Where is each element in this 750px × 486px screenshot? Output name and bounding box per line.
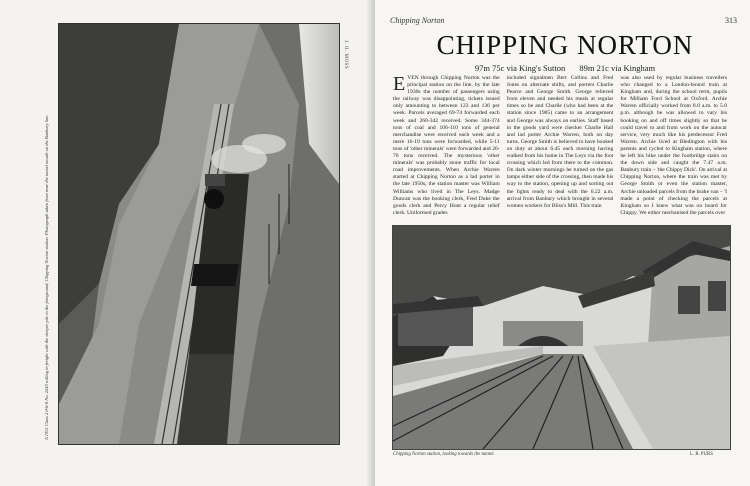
- train-photo: [58, 23, 340, 445]
- text-column-1: [393, 75, 500, 225]
- subtitle-mileage-kingham: 89m 21c via Kingham: [579, 63, 656, 73]
- subtitle-mileage-kings-sutton: 97m 75c via King's Sutton: [474, 63, 566, 73]
- page-subtitle: [395, 63, 735, 73]
- station-photo-image: [393, 226, 730, 449]
- station-photo-credit: L. R. PURS: [690, 452, 713, 457]
- text-column-2: included signalmen Bert Collins and Fred Jones on alternate shifts, and porters Charlie Pearce and George Smith. George relieved from eleven and needed his meals at regular times so he and Charlie (who had been at the station since 1905) came to an arrangement and George was always on earlies. Staff based in the goods yard were checker Charlie Hall and lad porter Archie Warren, both on day turns. George Smith is believed to have booked on duty at about 6.45 each morning having walked from his home in The Leys via the foot crossing which led from there to the common. On dark winter mornings he turned on the gas lamps either side of the crossing, then made his way to the station, opening up and sorting out the lights ready to deal with the 6.22 a.m. arrival from Banbury which brought in several women workers for Bliss's Mill. This train: [506, 75, 614, 209]
- column-1-text: VEN through Chipping Norton was the principal station on the line, by the late 1930s the number of passengers using the railway was disappointing, tickets issued only amounting to between 123 and 136 per week. Parcels averaged 69-74 forwarded each week and 260-342 received. Some 344-374 tons of coal and 106-110 tons of general merchandise were received each week and a mere 16-19 tons were forwarded, while 5-11 tons of 'other minerals' were forwarded and 26-76 tons received. The mysterious 'other minerals' was probably stone traffic for local road improvements. When Archie Warren started at Chipping Norton as a lad porter in the late 1950s, the station master was William Williams who lived in The Leys. Madge Duncan was the booking clerk, Fred Duke the goods clerk and Percy Hunt a regular relief clerk. Uniformed grades: [393, 75, 500, 216]
- running-head: Chipping Norton: [390, 16, 445, 25]
- text-columns: [393, 75, 727, 225]
- left-photo-caption: A 1951 Class 2 0-6-0 No. 2243 rolling in freight with the sleeper pile in the foreground, Chipping Norton station. Photograph taken from near the tunnel mouth on the Banbury line.: [44, 114, 49, 440]
- page-number: 313: [725, 16, 737, 25]
- station-photo: [392, 225, 731, 450]
- page-title: CHIPPING NORTON: [436, 30, 694, 60]
- station-photo-caption: Chipping Norton station, looking towards the tunnel.: [393, 452, 495, 457]
- left-photo-credit: J. H. MOSS: [343, 40, 348, 70]
- drop-cap: E: [393, 75, 406, 95]
- train-photo-image: [59, 24, 339, 444]
- text-column-3: was also used by regular business travellers who changed to a London-bound train at Kingham and, during the school term, pupils for Milham Ford School at Oxford. Archie Warren officially worked from 8.0 a.m. to 5.0 p.m. although he was allowed to vary his booking on and off times slightly so that he could travel to and from work on the autocar service, very much like his predecessor Fred Warren. Archie lived at Bledington with his parents and cycled to Kingham station, where he left his bike under the footbridge stairs on the down side and caught the 7.47 a.m. Banbury train – 'the Chippy Dick'. On arrival at Chipping Norton, where the train was met by George Smith or even the station master, Archie unloaded parcels from the brake van – 'I made a point of checking the parcels at Kingham so I knew what was on board for Chippy. We either mechanised the parcels over: [620, 75, 727, 216]
